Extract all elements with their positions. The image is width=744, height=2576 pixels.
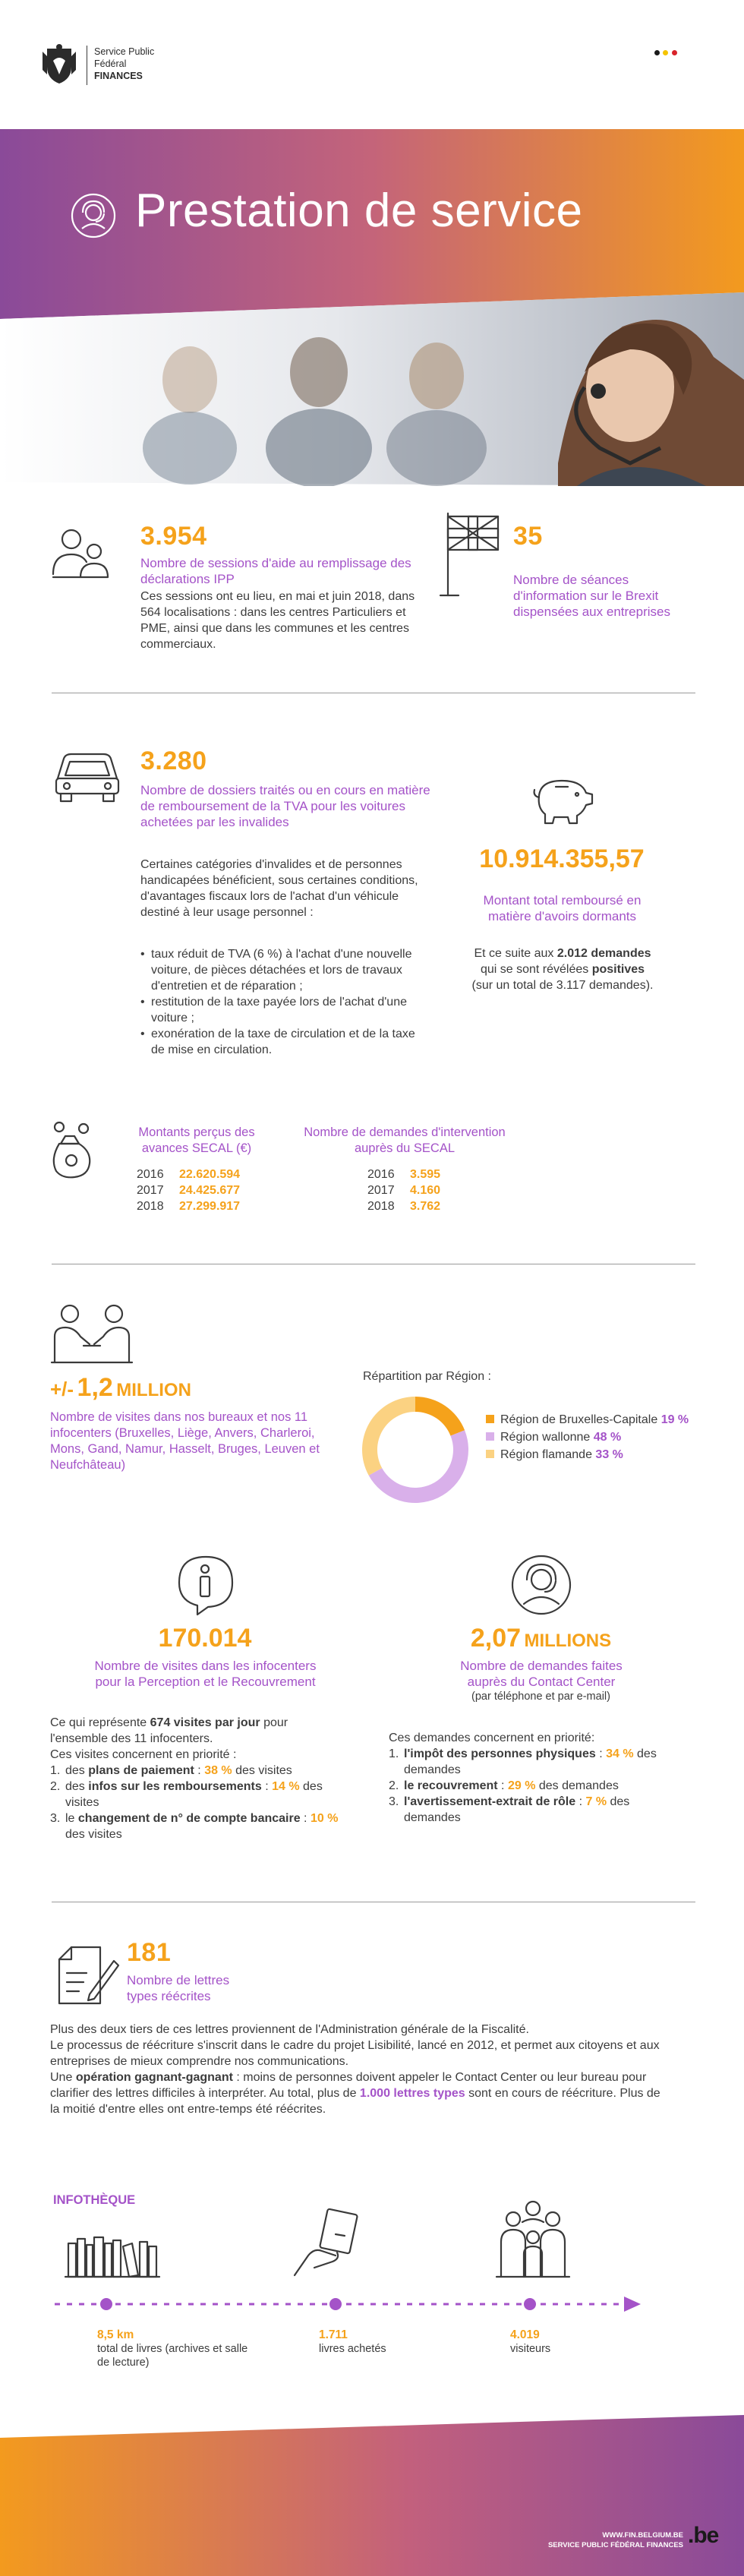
infotheque-item-visitors xyxy=(510,2328,624,2356)
contact-headline xyxy=(425,1624,657,1653)
secal-value: 4.160 xyxy=(410,1184,441,1197)
item-pct: 7 % xyxy=(585,1795,607,1808)
family-visitors-icon xyxy=(495,2199,571,2280)
letters-label: Nombre de lettres types réécrites xyxy=(127,1973,230,2003)
secal-col2-title: Nombre de demandes d'intervention auprès du SECAL xyxy=(304,1125,506,1155)
legend-item xyxy=(486,1428,689,1446)
contact-item: 2. le recouvrement : 29 % des demandes xyxy=(389,1779,619,1792)
timeline-arrow xyxy=(50,2295,642,2313)
secal-row xyxy=(367,1198,489,1214)
infotheque-item-bought xyxy=(319,2328,433,2356)
secal-col2-rows xyxy=(367,1166,489,1214)
tva-bullet: • exonération de la taxe de circulation et de la taxe de mise en circulation. xyxy=(140,1026,421,1058)
item-post: des visites xyxy=(235,1764,292,1777)
bookshelf-icon xyxy=(62,2228,162,2280)
secal-year: 2017 xyxy=(137,1184,164,1197)
letters-p3-purple: 1.000 lettres types xyxy=(359,2087,465,2100)
header xyxy=(0,0,744,129)
avoirs-label: Montant total remboursé en matière d'avoirs dormants xyxy=(483,893,642,923)
flag-dot-red xyxy=(672,50,677,55)
legend-label: Région wallonne xyxy=(500,1431,591,1444)
letters-number: 181 xyxy=(127,1938,172,1967)
legend-value: 48 % xyxy=(593,1431,622,1444)
infocenters-t1-post: pour l'ensemble des 11 infocenters. xyxy=(50,1716,288,1745)
donut-slice-wallonne xyxy=(369,1430,468,1503)
secal-row xyxy=(137,1182,288,1198)
item-post: des demandes xyxy=(404,1795,630,1824)
item-pre: des xyxy=(65,1780,85,1793)
donut-title: Répartition par Région : xyxy=(363,1370,491,1383)
avoirs-number: 10.914.355,57 xyxy=(479,844,645,873)
item-bold: plans de paiement xyxy=(88,1764,194,1777)
infotheque-title: INFOTHÈQUE xyxy=(53,2193,136,2207)
item-post: des demandes xyxy=(404,1747,657,1776)
item-pct: 34 % xyxy=(606,1747,634,1760)
infotheque-label: livres achetés xyxy=(319,2343,386,2355)
org-line3: FINANCES xyxy=(94,71,143,81)
belgian-coat-of-arms-icon xyxy=(39,44,79,87)
donut-legend xyxy=(486,1411,689,1463)
avoirs-text-mid: qui se sont révélées xyxy=(480,963,589,976)
handshake-people-icon xyxy=(50,1303,134,1365)
contact-list xyxy=(389,1746,677,1826)
secal-row xyxy=(367,1182,489,1198)
legend-item xyxy=(486,1446,689,1463)
infocenters-t2: Ces visites concernent en priorité : xyxy=(50,1748,237,1761)
item-bold: le recouvrement xyxy=(404,1779,498,1792)
car-icon xyxy=(53,748,121,806)
money-bag-icon xyxy=(49,1121,94,1182)
legend-swatch-flamande xyxy=(486,1450,494,1458)
secal-row xyxy=(367,1166,489,1182)
secal-year: 2017 xyxy=(367,1184,395,1197)
item-pct: 38 % xyxy=(204,1764,232,1777)
item-pre: le xyxy=(65,1812,75,1825)
people-help-icon xyxy=(50,527,112,580)
letters-p3-bold: opération gagnant-gagnant xyxy=(75,2071,233,2084)
legend-label: Région flamande xyxy=(500,1448,592,1461)
contact-sub: (par téléphone et par e-mail) xyxy=(471,1690,610,1703)
secal-value: 24.425.677 xyxy=(179,1184,241,1197)
contact-label: Nombre de demandes faites auprès du Contact Center xyxy=(460,1659,623,1689)
legend-item xyxy=(486,1411,689,1428)
visits-unit: MILLION xyxy=(116,1380,191,1400)
secal-value: 22.620.594 xyxy=(179,1168,241,1181)
footer-org: SERVICE PUBLIC FÉDÉRAL FINANCES xyxy=(547,2541,683,2549)
hero-banner xyxy=(0,129,744,486)
legend-label: Région de Bruxelles-Capitale xyxy=(500,1413,658,1426)
visits-prefix: +/- xyxy=(50,1378,74,1400)
infocenters-t1 xyxy=(50,1715,339,1747)
avoirs-text-pre: Et ce suite aux xyxy=(474,947,554,960)
hand-holding-book-icon xyxy=(292,2208,367,2278)
region-donut-chart xyxy=(358,1393,472,1507)
infocenters-number: 170.014 xyxy=(158,1624,252,1653)
contact-t1: Ces demandes concernent en priorité: xyxy=(389,1732,595,1744)
visits-headline xyxy=(50,1373,191,1403)
item-bold: changement de n° de compte bancaire xyxy=(77,1812,301,1825)
item-post: des demandes xyxy=(538,1779,619,1792)
item-bold: l'avertissement-extrait de rôle xyxy=(404,1795,576,1808)
footer xyxy=(0,2415,744,2576)
document-pen-icon xyxy=(53,1944,120,2008)
letters-p2: Le processus de réécriture s'inscrit dans le cadre du projet Lisibilité, lancé en 2012, et permet aux citoyens et aux entreprises de mieux comprendre nos communications. xyxy=(50,2039,660,2068)
call-center-icon xyxy=(510,1554,572,1616)
org-line2: Fédéral xyxy=(94,58,127,69)
secal-year: 2018 xyxy=(367,1200,395,1213)
item-bold: infos sur les remboursements xyxy=(88,1780,262,1793)
infocenters-item: 1. des plans de paiement : 38 % des visites xyxy=(50,1764,292,1777)
infocenters-item: 3. le changement de n° de compte bancaire : 10 % des visites xyxy=(50,1812,339,1841)
legend-value: 19 % xyxy=(660,1413,689,1426)
avoirs-text-bold1: 2.012 demandes xyxy=(556,947,651,960)
infotheque-value: 4.019 xyxy=(510,2328,540,2341)
brexit-label: Nombre de séances d'information sur le Brexit dispensées aux entreprises xyxy=(513,573,670,619)
sessions-label: Nombre de sessions d'aide au remplissage des déclarations IPP xyxy=(140,556,411,586)
item-pct: 29 % xyxy=(507,1779,536,1792)
secal-row xyxy=(137,1198,288,1214)
org-line1: Service Public xyxy=(94,46,155,57)
item-pre: des xyxy=(65,1764,85,1777)
secal-year: 2018 xyxy=(137,1200,164,1213)
infotheque-item-books xyxy=(97,2328,264,2369)
secal-col1-rows xyxy=(137,1166,288,1214)
avoirs-text xyxy=(452,945,673,993)
secal-year: 2016 xyxy=(137,1168,164,1181)
info-bubble-icon xyxy=(176,1554,235,1616)
tva-label: Nombre de dossiers traités ou en cours en matière de remboursement de la TVA pour les voitures achetées par les invalides xyxy=(140,783,430,829)
be-logo: .be xyxy=(688,2523,719,2548)
letters-text xyxy=(50,2022,669,2117)
infotheque-value: 1.711 xyxy=(319,2328,348,2341)
secal-value: 27.299.917 xyxy=(179,1200,241,1213)
contact-item: 3. l'avertissement-extrait de rôle : 7 % des demandes xyxy=(389,1795,630,1824)
secal-row xyxy=(137,1166,288,1182)
donut-slice-flamande xyxy=(362,1397,415,1476)
page-title: Prestation de service xyxy=(135,185,583,237)
infotheque-value: 8,5 km xyxy=(97,2328,134,2341)
secal-year: 2016 xyxy=(367,1168,395,1181)
secal-value: 3.762 xyxy=(410,1200,441,1213)
flag-dots xyxy=(654,46,677,59)
flag-dot-black xyxy=(654,50,660,55)
brexit-number: 35 xyxy=(513,522,543,551)
footer-url[interactable]: WWW.FIN.BELGIUM.BE xyxy=(602,2531,683,2540)
piggy-bank-icon xyxy=(528,773,595,826)
tva-bullet: • restitution de la taxe payée lors de l'achat d'une voiture ; xyxy=(140,994,421,1026)
item-post: des visites xyxy=(65,1828,122,1841)
infocenters-text xyxy=(50,1715,339,1842)
item-post: des visites xyxy=(65,1780,323,1809)
infocenters-t1-bold: 674 visites par jour xyxy=(150,1716,260,1729)
sessions-text: Ces sessions ont eu lieu, en mai et juin 2018, dans 564 localisations : dans les centres Particuliers et PME, ainsi que dans les communes et les centres commerciaux. xyxy=(140,590,415,651)
legend-swatch-bruxelles xyxy=(486,1415,494,1423)
item-bold: l'impôt des personnes physiques xyxy=(404,1747,596,1760)
infocenters-t1-pre: Ce qui représente xyxy=(50,1716,147,1729)
infocenters-label: Nombre de visites dans les infocenters pour la Perception et le Recouvrement xyxy=(94,1659,317,1689)
contact-unit: MILLIONS xyxy=(524,1631,612,1651)
contact-text xyxy=(389,1730,677,1826)
infotheque-label: total de livres (archives et salle de lecture) xyxy=(97,2343,248,2369)
uk-flag-icon xyxy=(436,509,504,601)
contact-item: 1. l'impôt des personnes physiques : 34 % des demandes xyxy=(389,1747,657,1776)
donut-slice-bruxelles xyxy=(415,1397,465,1436)
infocenters-list xyxy=(50,1763,339,1842)
tva-bullet: • taux réduit de TVA (6 %) à l'achat d'une nouvelle voiture, de pièces détachées et lors de travaux d'entretien et de réparation ; xyxy=(140,946,421,994)
infocenters-item: 2. des infos sur les remboursements : 14 % des visites xyxy=(50,1780,323,1809)
letters-p3-post: sont en cours de réécriture. Plus de la moitié d'entre elles ont entre-temps été réécrites. xyxy=(50,2087,660,2116)
item-pct: 10 % xyxy=(310,1812,339,1825)
letters-p3-pre: Une xyxy=(50,2071,73,2084)
secal-col1-title: Montants perçus des avances SECAL (€) xyxy=(138,1125,255,1155)
item-pct: 14 % xyxy=(272,1780,300,1793)
letters-p1: Plus des deux tiers de ces lettres proviennent de l'Administration générale de la Fiscalité. xyxy=(50,2023,529,2036)
tva-number: 3.280 xyxy=(140,747,207,775)
visits-number: 1,2 xyxy=(77,1373,113,1402)
legend-value: 33 % xyxy=(595,1448,623,1461)
avoirs-text-post: (sur un total de 3.117 demandes). xyxy=(471,979,654,992)
visits-label: Nombre de visites dans nos bureaux et nos 11 infocenters (Bruxelles, Liège, Anvers, Charleroi, Mons, Gand, Namur, Hasselt, Bruges, Leuven et Neufchâteau) xyxy=(50,1410,320,1472)
sessions-number: 3.954 xyxy=(140,522,207,551)
avoirs-text-bold2: positives xyxy=(591,963,645,976)
headset-operator-icon xyxy=(70,192,117,239)
letters-p3-mid: : moins de personnes doivent appeler le Contact Center ou leur bureau pour clarifier des lettres difficiles à interpréter. Au total, plus de xyxy=(50,2071,647,2100)
infotheque-label: visiteurs xyxy=(510,2343,551,2355)
contact-number: 2,07 xyxy=(470,1624,522,1653)
letters-p3 xyxy=(50,2069,669,2117)
tva-bullets xyxy=(140,946,421,1058)
tva-intro: Certaines catégories d'invalides et de personnes handicapées bénéficient, sous certaines conditions, d'avantages fiscaux lors de l'achat d'un véhicule destiné à leur usage personnel : xyxy=(140,858,418,919)
flag-dot-yellow xyxy=(663,50,668,55)
secal-value: 3.595 xyxy=(410,1168,441,1181)
legend-swatch-wallonne xyxy=(486,1432,494,1441)
